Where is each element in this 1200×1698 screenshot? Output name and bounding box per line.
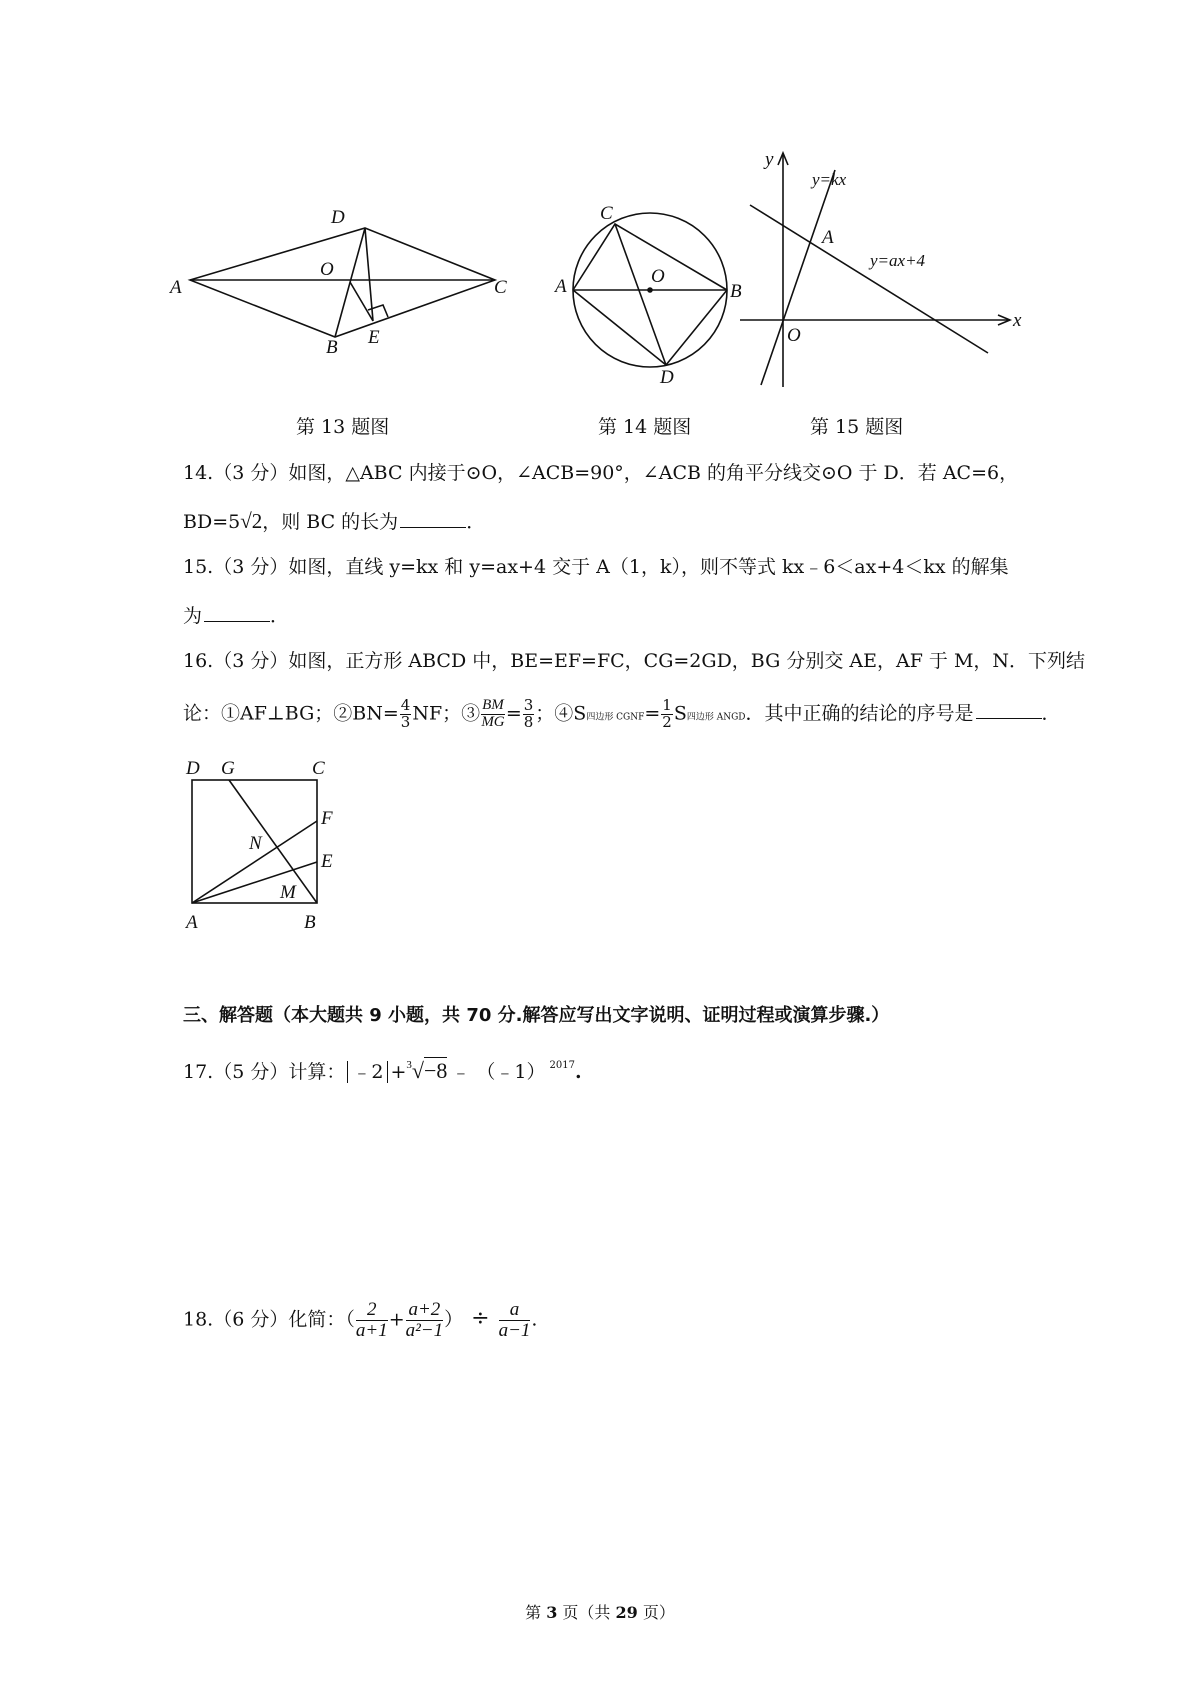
figure-14-caption: 第 14 题图 bbox=[598, 416, 692, 438]
q14-line2-pre: BD=5 bbox=[183, 511, 241, 533]
label-O: O bbox=[787, 325, 801, 346]
q17-minus: ﹣ （﹣1） bbox=[451, 1061, 546, 1083]
q16-answer-blank bbox=[976, 702, 1042, 719]
label-D: D bbox=[186, 758, 200, 779]
label-B: B bbox=[304, 912, 316, 933]
label-E: E bbox=[368, 327, 380, 348]
figure-15 bbox=[740, 145, 1030, 395]
label-O: O bbox=[651, 266, 665, 287]
label-A: A bbox=[186, 912, 198, 933]
q17-radicand: −8 bbox=[423, 1058, 448, 1083]
q16-f2-den: MG bbox=[481, 713, 505, 730]
label-C: C bbox=[312, 758, 325, 779]
q18-frac-2 bbox=[406, 1300, 444, 1341]
q18-f2-num: a+2 bbox=[406, 1300, 444, 1321]
page-footer bbox=[0, 1600, 1200, 1623]
footer-page: 3 bbox=[546, 1603, 558, 1622]
label-D: D bbox=[660, 367, 674, 388]
q18-div: ÷ bbox=[471, 1306, 490, 1332]
q16-f3-den: 8 bbox=[523, 712, 534, 731]
label-E: E bbox=[321, 851, 333, 872]
q14-end: ． bbox=[466, 511, 486, 533]
label-A: A bbox=[170, 277, 182, 298]
line-y-kx bbox=[761, 170, 835, 385]
q17-root-index: 3 bbox=[406, 1059, 412, 1071]
q18-f1-den: a+1 bbox=[355, 1319, 388, 1341]
label-N: N bbox=[249, 833, 262, 854]
q16-f1-num: 4 bbox=[400, 696, 411, 714]
figure-13-caption: 第 13 题图 bbox=[296, 416, 390, 438]
q17-plus: + bbox=[390, 1061, 407, 1083]
q15-line2 bbox=[183, 605, 289, 626]
q16-f4-den: 2 bbox=[662, 712, 672, 731]
q17 bbox=[183, 1060, 582, 1082]
footer-mid: 页（共 bbox=[557, 1603, 616, 1622]
label-C: C bbox=[600, 203, 613, 224]
q18-pre: 18.（6 分）化简：（ bbox=[183, 1308, 355, 1331]
q14-answer-blank bbox=[400, 511, 466, 528]
footer-post: 页） bbox=[637, 1603, 675, 1622]
label-M: M bbox=[280, 882, 296, 903]
q16-line2 bbox=[183, 698, 1061, 731]
q16-line1: 16.（3 分）如图，正方形 ABCD 中，BE=EF=FC，CG=2GD，BG 分别交 AE，AF 于 M，N．下列结 bbox=[183, 650, 1086, 672]
q16-f3-num: 3 bbox=[523, 696, 534, 714]
q16-p5: = bbox=[644, 702, 661, 725]
center-dot bbox=[647, 287, 653, 293]
q16-f1-den: 3 bbox=[400, 712, 411, 731]
q17-exp: 2017 bbox=[549, 1060, 575, 1071]
footer-pre: 第 bbox=[525, 1603, 547, 1622]
q16-f4-num: 1 bbox=[662, 696, 672, 714]
q16-p3: = bbox=[505, 702, 522, 725]
q16-sub1: 四边形 CGNF bbox=[586, 712, 645, 723]
q15-line1: 15.（3 分）如图，直线 y=kx 和 y=ax+4 交于 A（1，k），则不等式 kx﹣6＜ax+4＜kx 的解集 bbox=[183, 556, 1009, 578]
q18-f3-den: a−1 bbox=[498, 1319, 531, 1341]
q14-line2 bbox=[183, 511, 485, 532]
q16-p6: S bbox=[673, 702, 687, 725]
q18-mid: ） bbox=[444, 1308, 464, 1331]
figure-15-caption: 第 15 题图 bbox=[810, 416, 904, 438]
q17-end: . bbox=[574, 1061, 582, 1083]
q18-end: . bbox=[531, 1308, 538, 1331]
q16-frac-3-8 bbox=[523, 698, 535, 731]
q16-end: ． bbox=[1041, 702, 1061, 725]
rhombus-abcd bbox=[190, 228, 495, 337]
q15-answer-blank bbox=[204, 605, 270, 622]
q16-p4: ；④S bbox=[535, 702, 587, 725]
label-B: B bbox=[730, 281, 742, 302]
label-G: G bbox=[221, 758, 235, 779]
label-y: y bbox=[765, 149, 774, 170]
label-O: O bbox=[320, 259, 334, 280]
q18-plus: + bbox=[388, 1308, 405, 1331]
q16-frac-1-2 bbox=[661, 698, 673, 731]
footer-total: 29 bbox=[615, 1603, 638, 1622]
figure-16 bbox=[180, 750, 350, 940]
q17-cbrt: $^3$√−8 bbox=[406, 1058, 448, 1083]
q17-abs bbox=[347, 1061, 388, 1083]
q16-p2: NF；③ bbox=[412, 702, 481, 725]
label-x: x bbox=[1013, 310, 1022, 331]
figure-13 bbox=[170, 200, 520, 400]
q14-line2-post: ，则 BC 的长为 bbox=[262, 511, 399, 533]
section-3-title: 三、解答题（本大题共 9 小题，共 70 分.解答应写出文字说明、证明过程或演算步骤.） bbox=[183, 1005, 890, 1026]
q14-sqrt: √2 bbox=[240, 509, 263, 533]
q15-line2-pre: 为 bbox=[183, 605, 203, 627]
q16-p1: 论：①AF⊥BG；②BN= bbox=[183, 702, 399, 725]
q18 bbox=[183, 1300, 537, 1341]
label-B: B bbox=[326, 337, 338, 358]
q18-frac-1 bbox=[356, 1300, 388, 1341]
label-D: D bbox=[331, 207, 345, 228]
figure-14 bbox=[555, 200, 760, 400]
segment-gb bbox=[229, 780, 317, 903]
q18-f1-num: 2 bbox=[356, 1300, 388, 1321]
segment-de bbox=[365, 228, 373, 321]
line-y-ax-4 bbox=[750, 205, 988, 353]
label-A: A bbox=[555, 276, 567, 297]
q14-line1: 14.（3 分）如图，△ABC 内接于⊙O，∠ACB=90°，∠ACB 的角平分线交⊙O 于 D．若 AC=6， bbox=[183, 462, 1019, 484]
q18-f2-den: a²−1 bbox=[405, 1319, 444, 1341]
label-A: A bbox=[822, 227, 834, 248]
q17-pre: 17.（5 分）计算： bbox=[183, 1061, 346, 1083]
label-F: F bbox=[321, 808, 333, 829]
label-line2: y=ax+4 bbox=[870, 251, 926, 270]
q16-f2-num: BM bbox=[482, 697, 504, 713]
q16-p7: ．其中正确的结论的序号是 bbox=[745, 702, 974, 725]
q16-frac-bm-mg bbox=[481, 698, 505, 731]
q17-abs-expr: ﹣2 bbox=[352, 1061, 384, 1083]
q16-frac-4-3 bbox=[400, 698, 412, 731]
q16-sub2: 四边形 ANGD bbox=[686, 712, 746, 723]
label-line1: y=kx bbox=[812, 170, 847, 189]
q15-end: ． bbox=[270, 605, 290, 627]
segment-ae bbox=[192, 862, 317, 903]
q18-frac-3 bbox=[499, 1300, 531, 1341]
q18-f3-num: a bbox=[499, 1300, 531, 1321]
label-C: C bbox=[494, 277, 507, 298]
